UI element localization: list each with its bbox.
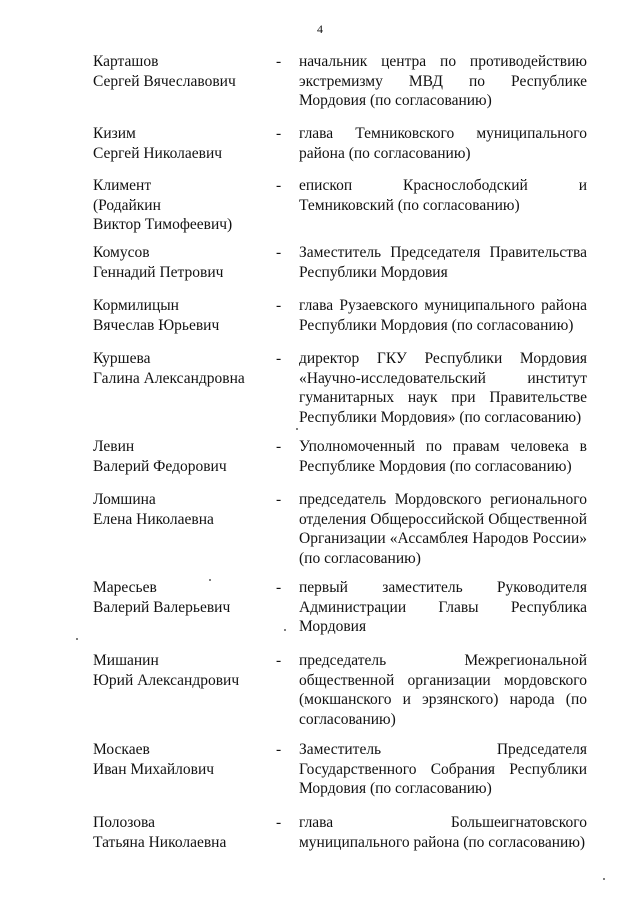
member-name-line: Полозова	[93, 814, 155, 831]
member-name	[93, 490, 268, 529]
member-name-line: Сергей Николаевич	[93, 144, 223, 162]
member-dash: -	[276, 652, 282, 669]
member-name-line: Карташов	[93, 53, 159, 70]
member-dash: -	[276, 125, 282, 142]
member-name-line: Ломшина	[93, 491, 156, 508]
member-name	[93, 578, 268, 617]
member-name-line: Юрий Александрович	[93, 671, 240, 689]
member-position: епископ Краснослободский и Темниковский (по согласованию)	[299, 177, 587, 214]
member-dash: -	[276, 177, 282, 194]
member-dash: -	[276, 438, 282, 455]
member-name-line: Геннадий Петрович	[93, 263, 224, 281]
member-name	[93, 296, 268, 335]
member-name	[93, 243, 268, 282]
member-name-line: Сергей Вячеславович	[93, 72, 236, 90]
member-name	[93, 740, 268, 779]
member-name	[93, 124, 268, 163]
member-dash: -	[276, 491, 282, 508]
scan-speck	[296, 428, 298, 430]
page-number: 4	[317, 22, 323, 36]
member-position: председатель Межрегиональной общественной организации мордовского (мокшанского и эрзянского) народа (по согласованию)	[299, 652, 587, 728]
member-name	[93, 813, 268, 852]
member-name-line: Мишанин	[93, 652, 159, 669]
scan-speck	[76, 638, 78, 640]
member-position: директор ГКУ Республики Мордовия «Научно-исследовательский институт гуманитарных наук при Правительстве Республики Мордовия» (по согласованию)	[299, 350, 587, 426]
member-dash: -	[276, 814, 282, 831]
member-name	[93, 176, 268, 235]
member-position: глава Рузаевского муниципального района Республики Мордовия (по согласованию)	[299, 297, 587, 334]
member-name	[93, 651, 268, 690]
member-name-line: Маресьев	[93, 579, 157, 596]
member-position: глава Темниковского муниципального района (по согласованию)	[299, 125, 587, 162]
member-position: председатель Мордовского регионального отделения Общероссийской Общественной Организации «Ассамблея Народов России» (по согласованию)	[299, 491, 587, 567]
member-position: Заместитель Председателя Государственного Собрания Республики Мордовия (по согласованию)	[299, 741, 587, 797]
member-name-line: Виктор Тимофеевич)	[93, 216, 233, 233]
member-name-line: Елена Николаевна	[93, 510, 214, 528]
member-name	[93, 52, 268, 91]
member-dash: -	[276, 350, 282, 367]
member-name-line: Иван Михайлович	[93, 760, 215, 778]
member-name	[93, 437, 268, 476]
member-position: начальник центра по противодействию экстремизму МВД по Республике Мордовия (по согласованию)	[299, 53, 587, 109]
member-name-line: Левин	[93, 438, 135, 455]
member-dash: -	[276, 297, 282, 314]
member-position: глава Большеигнатовского муниципального района (по согласованию)	[299, 814, 587, 851]
member-name-line: Кормилицын	[93, 297, 179, 314]
scan-speck	[284, 629, 286, 631]
member-name-line: Климент	[93, 177, 152, 194]
member-name-line: (Родайкин	[93, 196, 161, 214]
member-position: Уполномоченный по правам человека в Республике Мордовия (по согласованию)	[299, 438, 587, 475]
member-name-line: Вячеслав Юрьевич	[93, 316, 220, 334]
member-name-line: Валерий Федорович	[93, 457, 227, 475]
member-dash: -	[276, 741, 282, 758]
member-dash: -	[276, 579, 282, 596]
member-name-line: Кизим	[93, 125, 136, 142]
member-name-line: Галина Александровна	[93, 369, 245, 387]
member-name-line: Москаев	[93, 741, 150, 758]
scan-speck	[209, 579, 211, 581]
member-name-line: Комусов	[93, 244, 150, 261]
member-dash: -	[276, 53, 282, 70]
member-position: первый заместитель Руководителя Администрации Главы Республика Мордовия	[299, 579, 587, 635]
member-name	[93, 349, 268, 388]
scan-speck	[603, 878, 605, 880]
member-name-line: Татьяна Николаевна	[93, 833, 227, 851]
member-dash: -	[276, 244, 282, 261]
member-name-line: Куршева	[93, 350, 151, 367]
member-position: Заместитель Председателя Правительства Республики Мордовия	[299, 244, 587, 281]
member-name-line: Валерий Валерьевич	[93, 598, 231, 616]
